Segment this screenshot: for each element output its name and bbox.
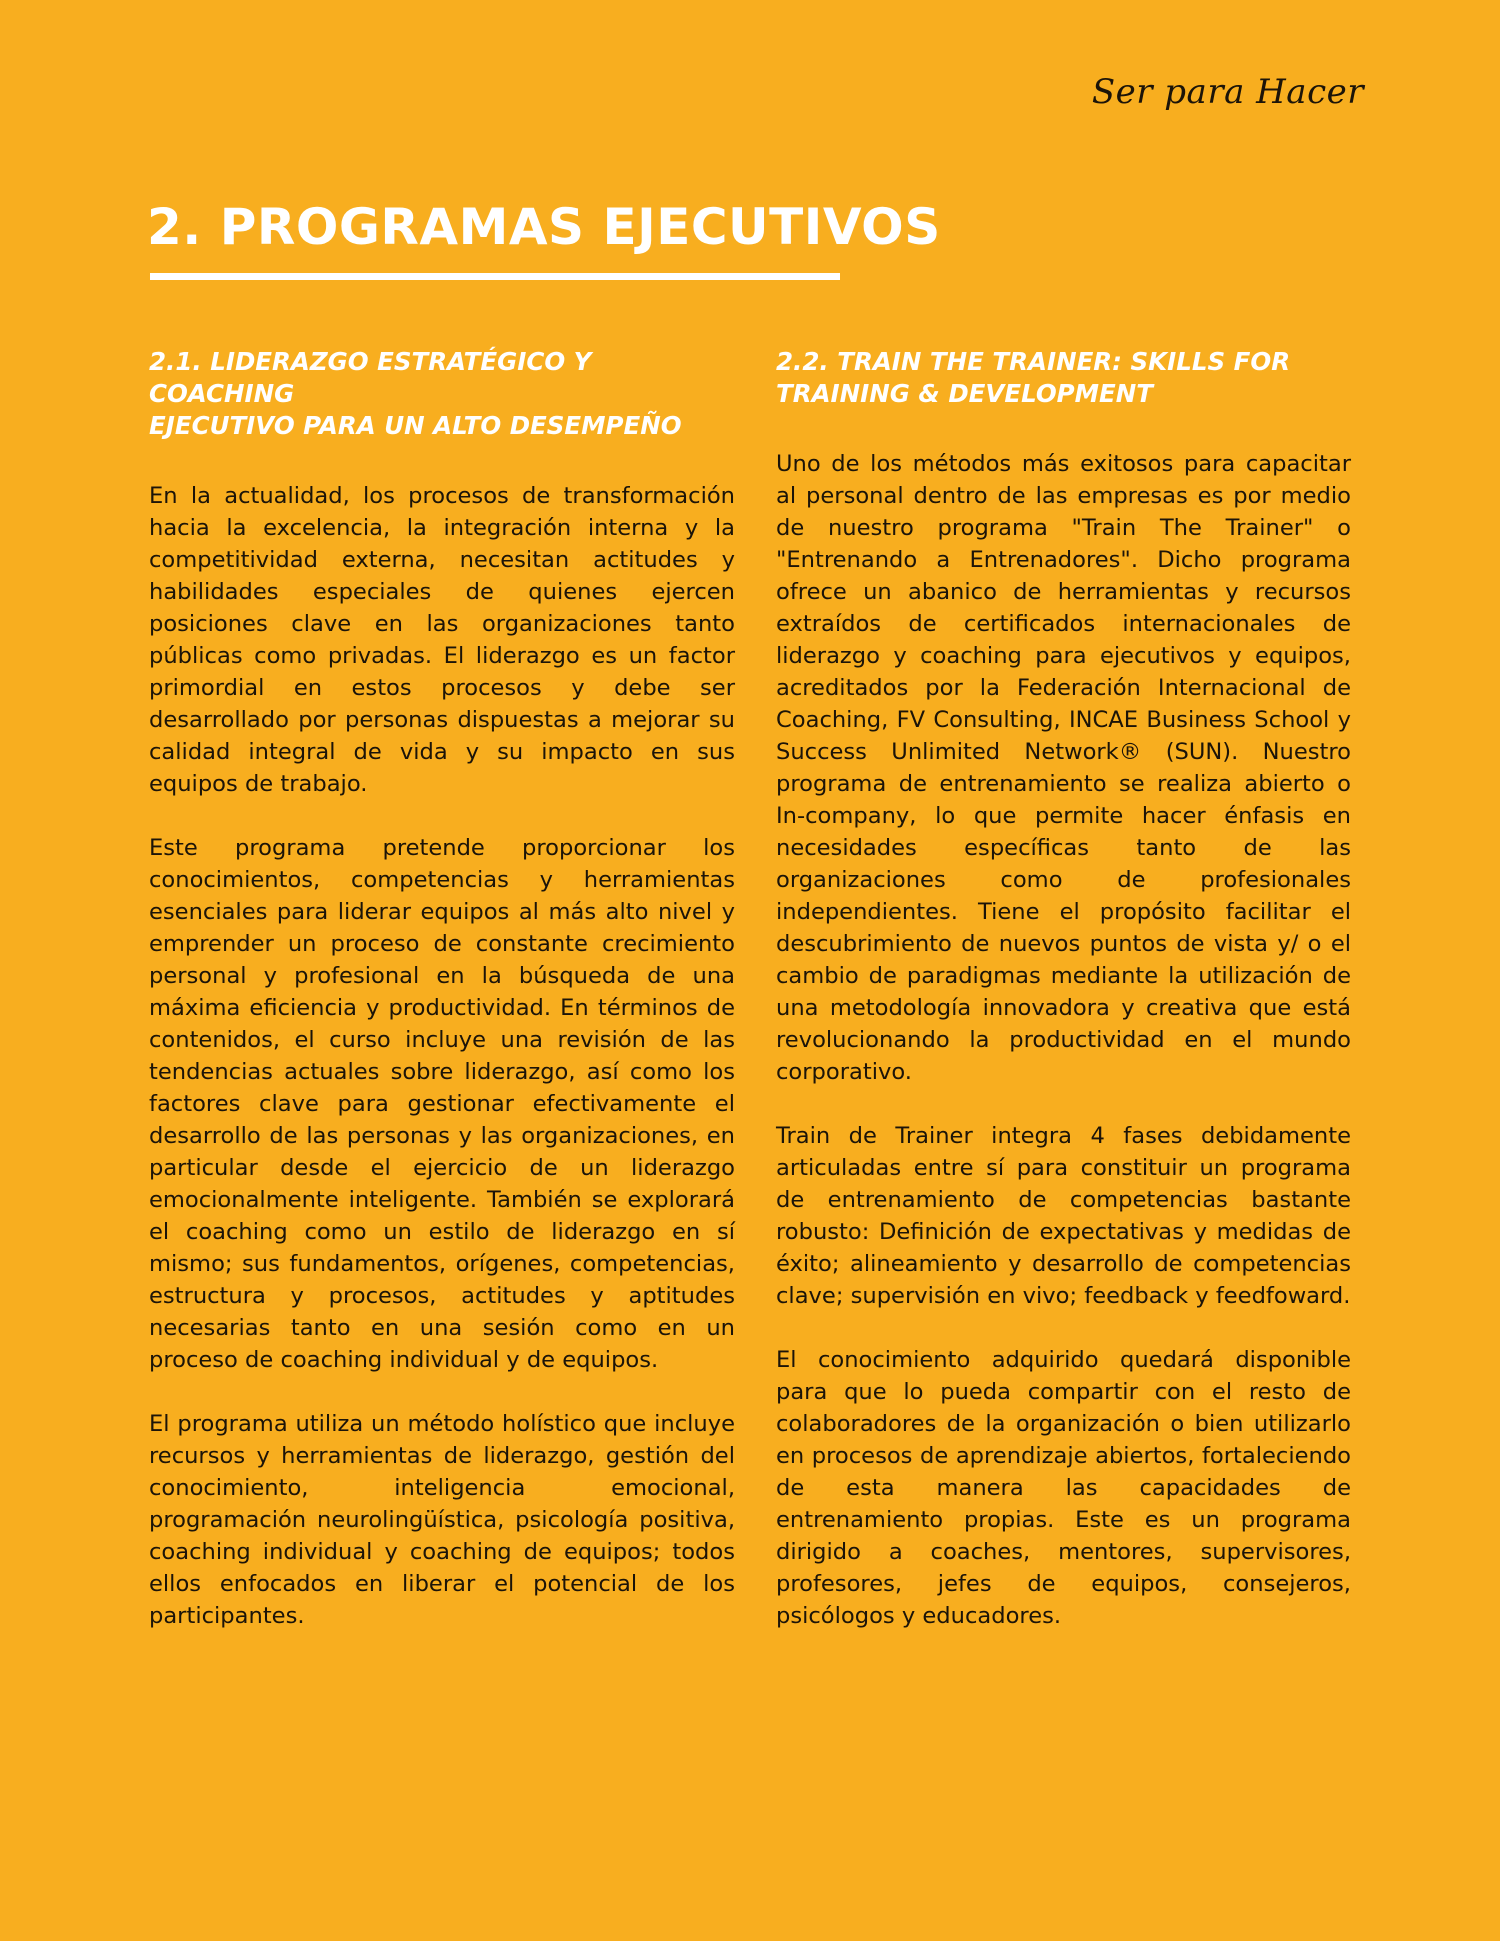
brand-tagline: Ser para Hacer [1091,72,1364,112]
section-heading-line: TRAINING & DEVELOPMENT [776,379,1153,408]
section-train-the-trainer [776,346,1351,1664]
paragraph: El conocimiento adquirido quedará disponible para que lo pueda compartir con el resto de colaboradores de la organización o bien utilizarlo en procesos de aprendizaje abiertos, fortaleciendo de esta manera las capacidades de entrenamiento propias. Este es un programa dirigido a coaches, mentores, supervisores, profesores, jefes de equipos, consejeros, psicólogos y educadores. [776,1347,1351,1629]
title-underline [150,273,840,280]
section-heading-line: 2.2. TRAIN THE TRAINER: SKILLS FOR [776,347,1291,376]
section-heading-line: EJECUTIVO PARA UN ALTO DESEMPEÑO [149,411,682,440]
section-liderazgo [149,346,735,1664]
paragraph: En la actualidad, los procesos de transformación hacia la excelencia, la integración interna y la competitividad externa, necesitan actitudes y habilidades especiales de quienes ejercen posiciones clave en las organizaciones tanto públicas como privadas. El liderazgo es un factor primordial en estos procesos y debe ser desarrollado por personas dispuestas a mejorar su calidad integral de vida y su impacto en sus equipos de trabajo. [149,483,735,797]
section-heading-line: 2.1. LIDERAZGO ESTRATÉGICO Y COACHING [149,347,592,408]
section-heading [776,346,1351,410]
paragraph: Este programa pretende proporcionar los conocimientos, competencias y herramientas esenciales para liderar equipos al más alto nivel y emprender un proceso de constante crecimiento personal y profesional en la búsqueda de una máxima eficiencia y productividad. En términos de contenidos, el curso incluye una revisión de las tendencias actuales sobre liderazgo, así como los factores clave para gestionar efectivamente el desarrollo de las personas y las organizaciones, en particular desde el ejercicio de un liderazgo emocionalmente inteligente. También se explorará el coaching como un estilo de liderazgo en sí mismo; sus fundamentos, orígenes, competencias, estructura y procesos, actitudes y aptitudes necesarias tanto en una sesión como en un proceso de coaching individual y de equipos. [149,835,735,1373]
paragraph: Train de Trainer integra 4 fases debidamente articuladas entre sí para constituir un programa de entrenamiento de competencias bastante robusto: Definición de expectativas y medidas de éxito; alineamiento y desarrollo de competencias clave; supervisión en vivo; feedback y feedfoward. [776,1123,1351,1309]
paragraph: Uno de los métodos más exitosos para capacitar al personal dentro de las empresas es por medio de nuestro programa "Train The Trainer" o "Entrenando a Entrenadores". Dicho programa ofrece un abanico de herramientas y recursos extraídos de certificados internacionales de liderazgo y coaching para ejecutivos y equipos, acreditados por la Federación Internacional de Coaching, FV Consulting, INCAE Business School y Success Unlimited Network® (SUN). Nuestro programa de entrenamiento se realiza abierto o In-company, lo que permite hacer énfasis en necesidades específicas tanto de las organizaciones como de profesionales independientes. Tiene el propósito facilitar el descubrimiento de nuevos puntos de vista y/ o el cambio de paradigmas mediante la utilización de una metodología innovadora y creativa que está revolucionando la productividad en el mundo corporativo. [776,451,1351,1085]
section-heading [149,346,735,442]
paragraph: El programa utiliza un método holístico que incluye recursos y herramientas de liderazgo, gestión del conocimiento, inteligencia emocional, programación neurolingüística, psicología positiva, coaching individual y coaching de equipos; todos ellos enfocados en liberar el potencial de los participantes. [149,1411,735,1629]
page-title: 2. PROGRAMAS EJECUTIVOS [147,198,941,256]
